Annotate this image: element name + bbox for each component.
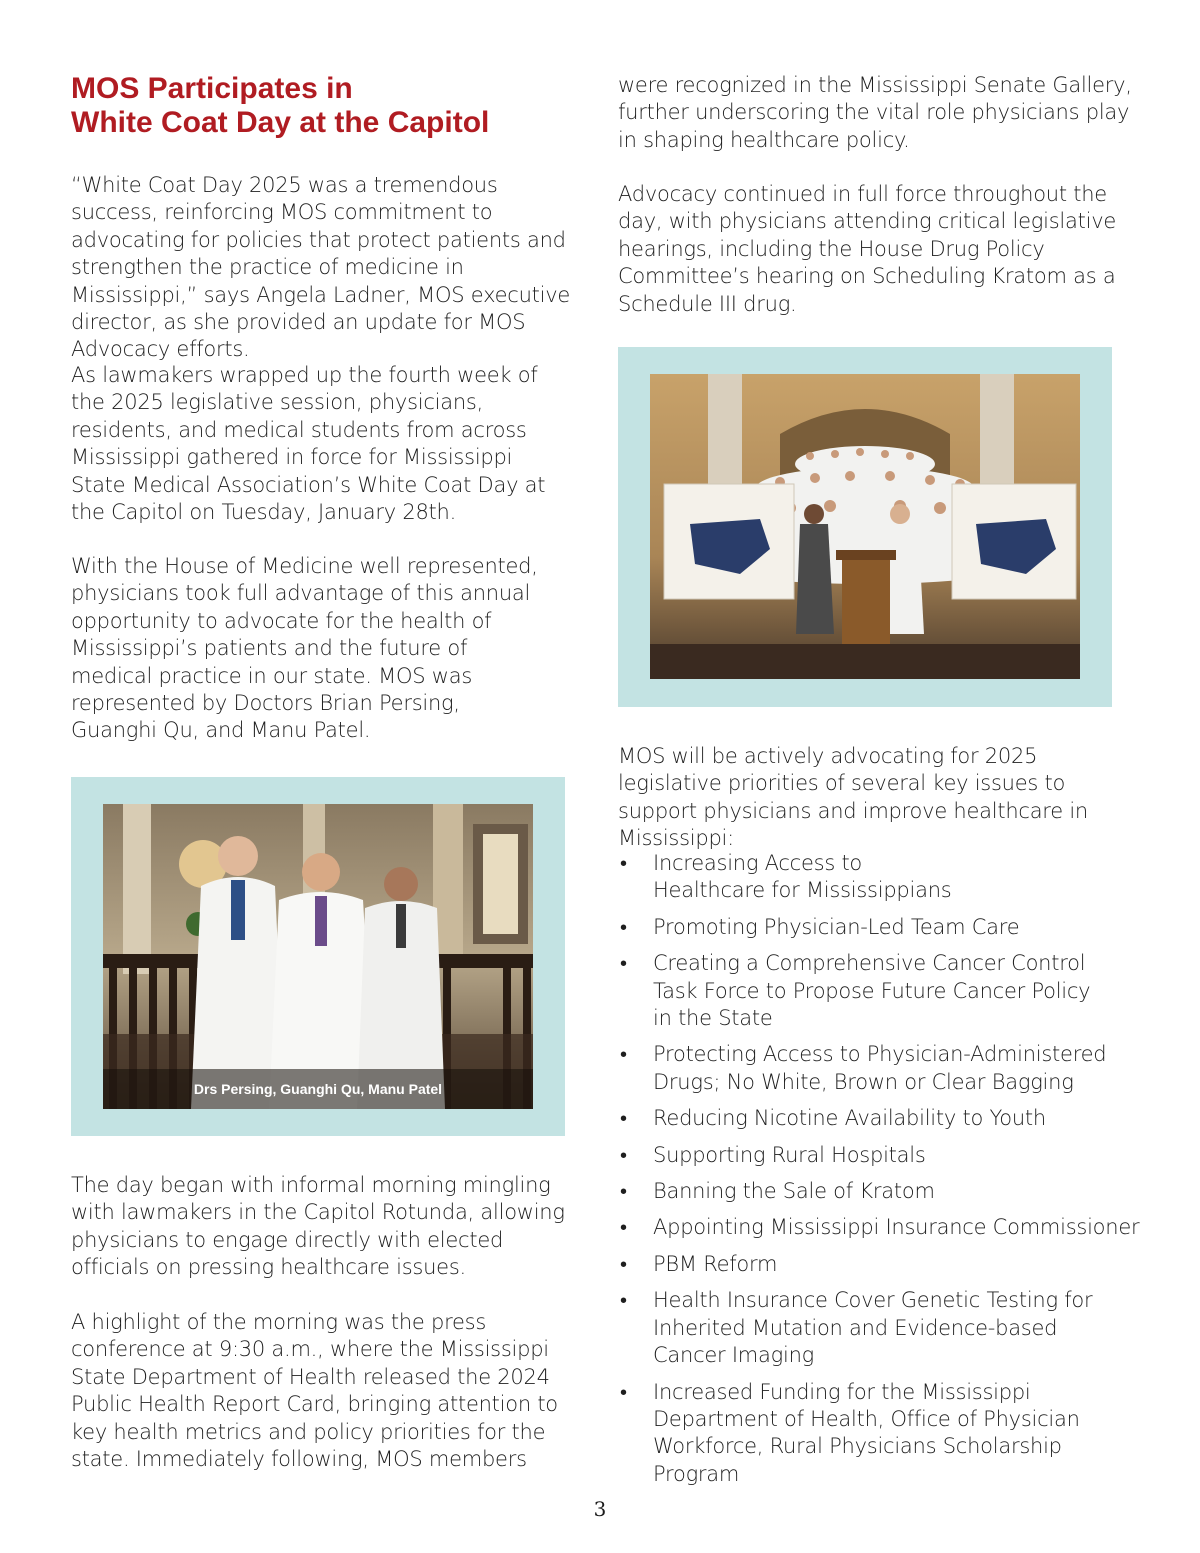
list-item-text: Supporting Rural Hospitals bbox=[653, 1142, 926, 1167]
article-title bbox=[71, 72, 489, 140]
doctors-photo bbox=[103, 804, 533, 1109]
list-item bbox=[618, 1251, 1138, 1278]
left-paragraph-4: The day began with informal morning mingling with lawmakers in the Capitol Rotunda, allowing physicians to engage directly with elected officials on pressing healthcare issues. bbox=[71, 1173, 565, 1280]
photo-caption-bar bbox=[103, 1069, 533, 1109]
list-item-text: Increased Funding for the Mississippi Department of Health, Office of Physician Workforce, Rural Physicians Scholarship Program bbox=[653, 1379, 1080, 1486]
bullet-icon: • bbox=[620, 1251, 627, 1276]
bullet-icon: • bbox=[620, 951, 627, 976]
list-item-text: Promoting Physician-Led Team Care bbox=[653, 914, 1020, 939]
list-item-text: Protecting Access to Physician-Administered Drugs; No White, Brown or Clear Bagging bbox=[653, 1042, 1107, 1094]
list-item bbox=[618, 1287, 1123, 1369]
bullet-icon: • bbox=[620, 1142, 627, 1167]
list-item-text: Banning the Sale of Kratom bbox=[653, 1179, 935, 1204]
left-paragraph-3: With the House of Medicine well represented, physicians took full advantage of this annual opportunity to advocate for the health of Mississippi’s patients and the future of medical practice in our state. MOS was represented by Doctors Brian Persing, Guanghi Qu, and Manu Patel. bbox=[71, 554, 538, 743]
bullet-icon: • bbox=[620, 1106, 627, 1131]
list-item bbox=[618, 1041, 1133, 1096]
list-item bbox=[618, 1142, 1138, 1169]
article-title-line-1: MOS Participates in bbox=[71, 72, 353, 105]
list-item-text: Increasing Access to Healthcare for Mississippians bbox=[653, 851, 952, 903]
group-photo-illustration bbox=[650, 374, 1080, 679]
doctors-photo-illustration bbox=[103, 804, 533, 1109]
photo-frame-group bbox=[618, 347, 1112, 707]
bullet-icon: • bbox=[620, 851, 627, 875]
right-paragraph-3: MOS will be actively advocating for 2025 legislative priorities of several key issues to support physicians and improve healthcare in Mississippi: bbox=[618, 744, 1088, 851]
list-item-text: PBM Reform bbox=[653, 1251, 778, 1276]
bullet-icon: • bbox=[620, 914, 627, 939]
left-paragraph-1: “White Coat Day 2025 was a tremendous success, reinforcing MOS commitment to advocating for policies that protect patients and strengthen the practice of medicine in Mississippi,” says Angela Ladner, MOS executive director, as she provided an update for MOS Advocacy efforts. bbox=[71, 173, 571, 362]
list-item bbox=[618, 1105, 1138, 1132]
group-photo bbox=[650, 374, 1080, 679]
page-number: 3 bbox=[593, 1497, 607, 1521]
right-paragraph-2: Advocacy continued in full force throughout the day, with physicians attending critical legislative hearings, including the House Drug Policy Committee’s hearing on Scheduling Kratom as a Schedule III drug. bbox=[618, 182, 1117, 316]
list-item bbox=[618, 1379, 1113, 1489]
list-item bbox=[618, 1214, 1193, 1241]
list-item-text: Health Insurance Cover Genetic Testing for Inherited Mutation and Evidence-based Cancer Imaging bbox=[653, 1288, 1093, 1368]
list-item-text: Appointing Mississippi Insurance Commissioner bbox=[653, 1215, 1140, 1240]
list-item bbox=[618, 850, 973, 905]
bullet-icon: • bbox=[620, 1379, 627, 1404]
list-item bbox=[618, 950, 1098, 1032]
priorities-list bbox=[618, 850, 1138, 1497]
list-item-text: Creating a Comprehensive Cancer Control Task Force to Propose Future Cancer Policy in the State bbox=[653, 951, 1091, 1031]
bullet-icon: • bbox=[620, 1288, 627, 1313]
left-paragraph-5: A highlight of the morning was the press conference at 9:30 a.m., where the Mississippi State Department of Health released the 2024 Public Health Report Card, bringing attention to key health metrics and policy priorities for the state. Immediately following, MOS members bbox=[71, 1310, 558, 1472]
bullet-icon: • bbox=[620, 1179, 627, 1204]
photo-caption: Drs Persing, Guanghi Qu, Manu Patel bbox=[193, 1081, 443, 1097]
article-title-line-2: White Coat Day at the Capitol bbox=[71, 106, 490, 139]
photo-frame-doctors bbox=[71, 777, 565, 1136]
bullet-icon: • bbox=[620, 1215, 627, 1240]
list-item bbox=[618, 1178, 1138, 1205]
right-paragraph-1: were recognized in the Mississippi Senate Gallery, further underscoring the vital role physicians play in shaping healthcare policy. bbox=[618, 73, 1132, 152]
list-item-text: Reducing Nicotine Availability to Youth bbox=[653, 1106, 1046, 1131]
bullet-icon: • bbox=[620, 1042, 627, 1067]
left-paragraph-2: As lawmakers wrapped up the fourth week of the 2025 legislative session, physicians, residents, and medical students from across Mississippi gathered in force for Mississippi State Medical Association’s White Coat Day at the Capitol on Tuesday, January 28th. bbox=[71, 363, 546, 525]
list-item bbox=[618, 914, 1138, 941]
